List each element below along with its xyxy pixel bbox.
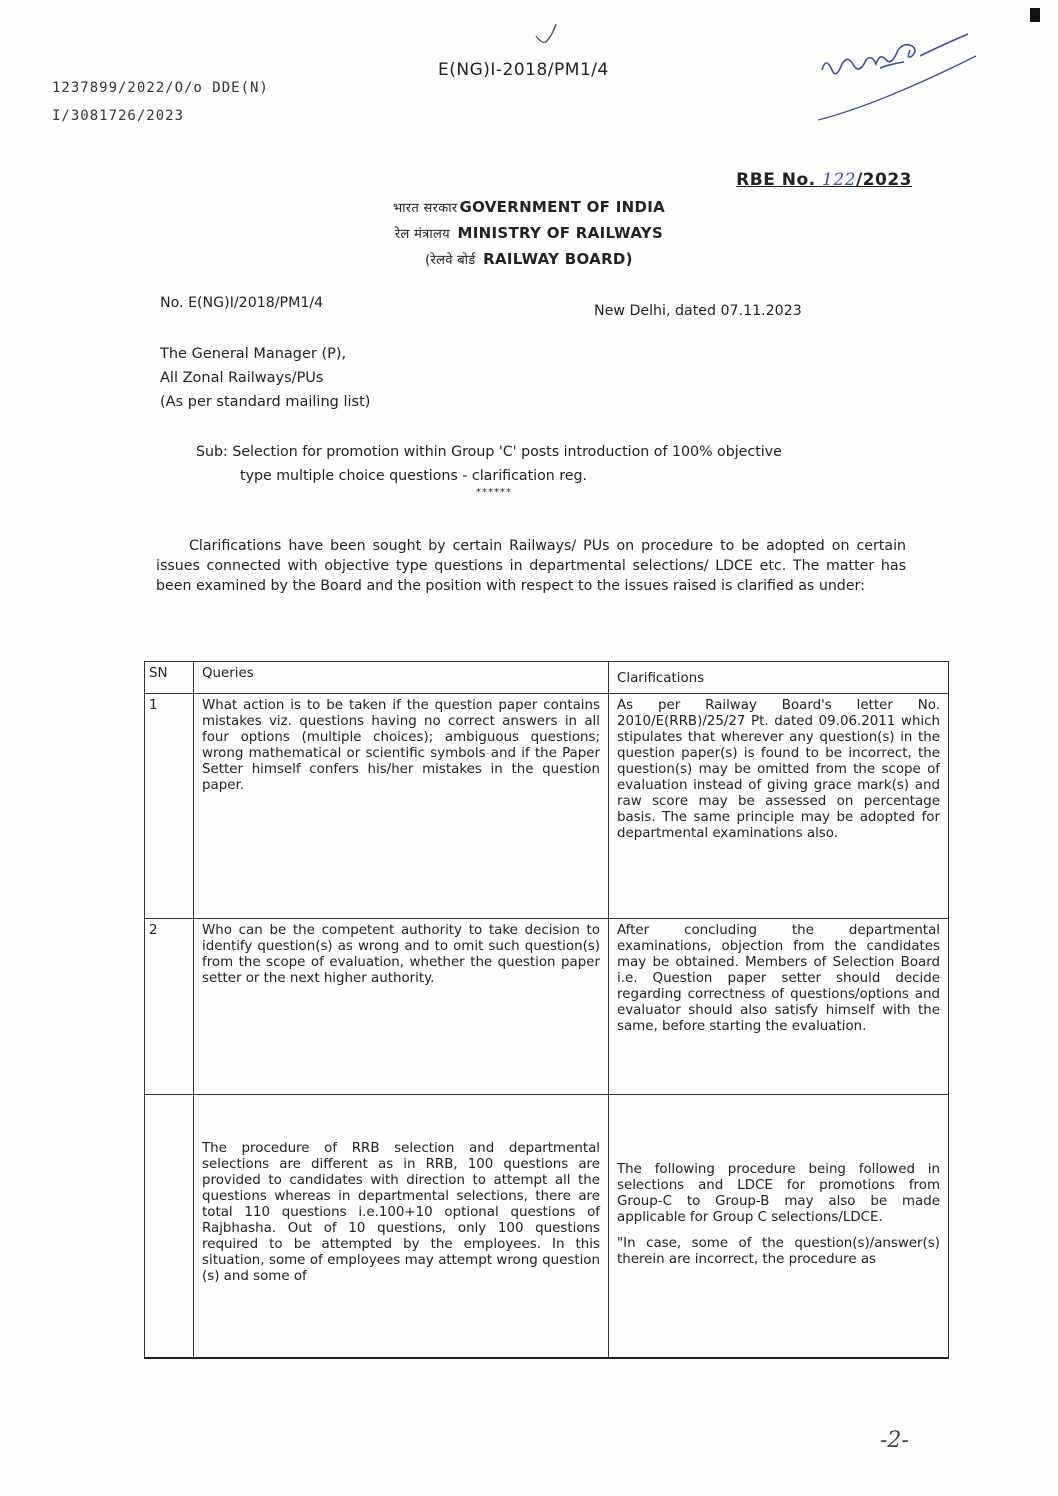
header-sn: SN [145,662,194,694]
header-clarifications: Clarifications [609,662,949,694]
letter-date: New Delhi, dated 07.11.2023 [594,303,802,319]
clarification-paragraph-1: The following procedure being followed in selections and LDCE for promotions from Group-C to Group-B may also be made applicable for Group C selections/LDCE. [617,1162,940,1225]
header-queries: Queries [194,662,609,694]
row-sn: 1 [145,694,194,919]
row-clarification [609,1095,949,1359]
header-ministry: रेल मंत्रालय MINISTRY OF RAILWAYS [394,224,664,242]
rbe-handwritten-number: 122 [822,170,856,190]
row-clarification: After concluding the departmental examinations, objection from the candidates may be obtained. Members of Selection Board i.e. Question paper setter should decide regarding correctness of questions/options and evaluator should also satisfy himself with the same, before starting the evaluation. [609,919,949,1095]
row-clarification: As per Railway Board's letter No. 2010/E(RRB)/25/27 Pt. dated 09.06.2011 which stipulates that wherever any question(s) in the question paper(s) is found to be incorrect, the question(s) may be omitted from the scope of evaluation instead of giving grace mark(s) and raw score may be assessed on percentage basis. The same principle may be adopted for departmental examinations also. [609,694,949,919]
subject-label: Sub: [196,444,228,460]
table-row [145,1095,949,1359]
rbe-prefix: RBE No. [736,170,823,190]
addressee-block [160,342,370,414]
letter-number: No. E(NG)I/2018/PM1/4 [160,295,324,311]
rbe-number [736,170,912,190]
row-query: The procedure of RRB selection and departmental selections are different as in RRB, 100 questions are provided to candidates with direction to attempt all the questions whereas in departmental selections, there are total 110 questions i.e.100+10 optional questions of Rajbhasha. Out of 10 questions, only 100 questions required to be attempted by the employees. In this situation, some of employees may attempt wrong question (s) and some of [194,1095,609,1359]
handwritten-signature [800,22,980,132]
handwritten-tick [530,22,560,48]
reference-number-1: 1237899/2022/O/o DDE(N) [52,80,269,96]
table-row [145,919,949,1095]
subject-stars: ****** [476,487,512,498]
rbe-suffix: /2023 [855,170,912,190]
clarification-paragraph-2: "In case, some of the question(s)/answer(s) therein are incorrect, the procedure as [617,1236,940,1267]
intro-paragraph: Clarifications have been sought by certain Railways/ PUs on procedure to be adopted on certain issues connected with objective type questions in departmental selections/ LDCE etc. The matter has been examined by the Board and the position with respect to the issues raised is clarified as under: [156,538,906,594]
subject-line-2: type multiple choice questions - clarification reg. [240,468,588,484]
row-query: Who can be the competent authority to take decision to identify question(s) as wrong and to omit such question(s) from the scope of evaluation, whether the question paper setter or the next higher authority. [194,919,609,1095]
clarification-table [144,661,949,1359]
table-header-row [145,662,949,694]
row-sn: 2 [145,919,194,1095]
addressee-line: (As per standard mailing list) [160,394,371,410]
header-board: (रेलवे बोर्ड RAILWAY BOARD) [425,250,633,268]
addressee-line: The General Manager (P), [160,346,347,362]
reference-number-2: I/3081726/2023 [52,108,185,124]
page-number-marker: -2- [880,1428,909,1453]
top-file-number: E(NG)I-2018/PM1/4 [438,60,609,80]
row-sn [145,1095,194,1359]
row-query: What action is to be taken if the question paper contains mistakes viz. questions having no correct answers in all four options (multiple choices); ambiguous questions; wrong mathematical or scientific symbols and if the Paper Setter himself confers his/her mistakes in the question paper. [194,694,609,919]
table-row [145,694,949,919]
addressee-line: All Zonal Railways/PUs [160,370,324,386]
scan-corner-mark [1030,8,1040,22]
subject-line-1: Selection for promotion within Group 'C' posts introduction of 100% objective [232,444,782,460]
subject-block [196,440,912,498]
header-government: भारत सरकार GOVERNMENT OF INDIA [392,198,666,216]
